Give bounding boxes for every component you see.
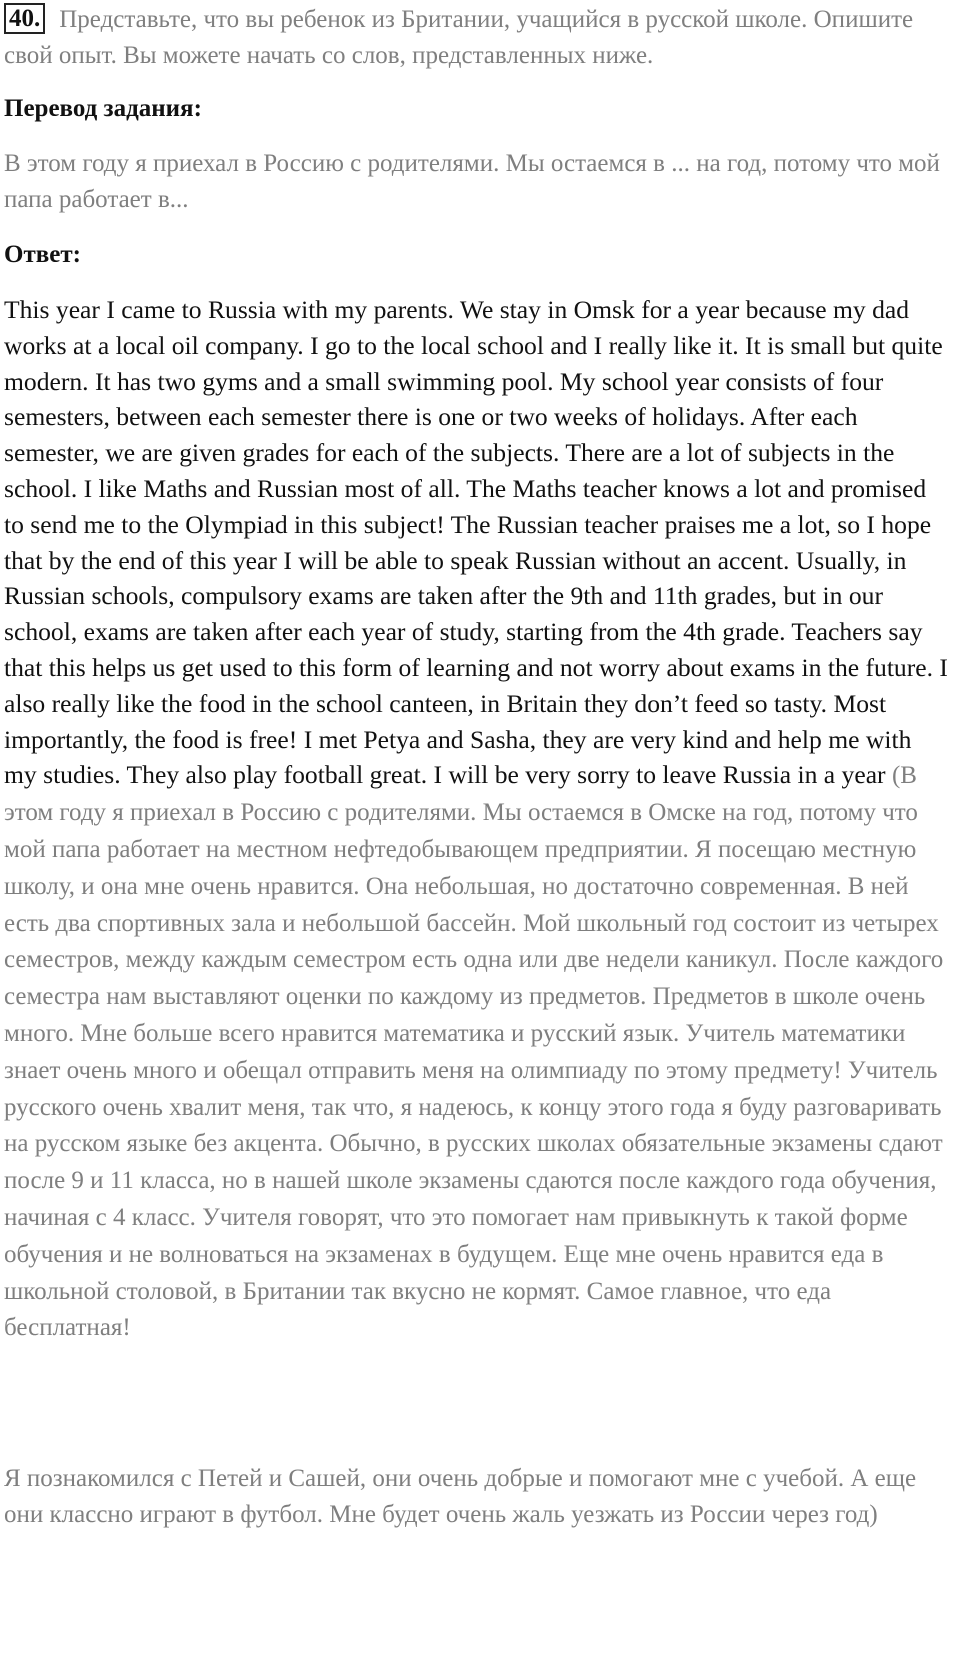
answer-final-paragraph: Я познакомился с Петей и Сашей, они очень добрые и помогают мне с учебой. А еще они классно играют в футбол. Мне будет очень жаль уезжать из России через год) (4, 1465, 917, 1528)
answer-russian-translation: (В этом году я приехал в Россию с родителями. Мы остаемся в Омске на год, потому что мой папа работает на местном нефтедобывающем предприятии. Я посещаю местную школу, и она мне очень нравится. Она небольшая, но достаточно современная. В ней есть два спортивных зала и небольшой бассейн. Мой школьный год состоит из четырех семестров, между каждым семестром есть одна или две недели каникул. После каждого семестра нам выставляют оценки по каждому из предметов. Предметов в школе очень много. Мне больше всего нравится математика и русский язык. Учитель математики знает очень много и обещал отправить меня на олимпиаду по этому предмету! Учитель русского очень хвалит меня, так что, я надеюсь, к концу этого года я буду разговаривать на русском языке без акцента. Обычно, в русских школах обязательные экзамены сдают после 9 и 11 класса, но в нашей школе экзамены сдаются после каждого года обучения, начиная с 4 класс. Учителя говорят, что это помогает нам привыкнуть к такой форме обучения и не волноваться на экзаменах в будущем. Еще мне очень нравится еда в школьной столовой, в Британии так вкусно не кормят. Самое главное, что еда бесплатная! (4, 762, 944, 1342)
task-text: Представьте, что вы ребенок из Британии, учащийся в русской школе. Опишите свой опыт. Вы можете начать со слов, представленных ниже. (4, 6, 914, 69)
translation-text: В этом году я приехал в Россию с родителями. Мы остаемся в ... на год, потому что мой папа работает в... (4, 150, 940, 213)
answer-heading: Ответ: (4, 241, 81, 268)
task-number-box: 40. (4, 3, 45, 34)
task-statement (4, 2, 954, 74)
answer-english-text: This year I came to Russia with my parents. We stay in Omsk for a year because my dad works at a local oil company. I go to the local school and I really like it. It is small but quite modern. It has two gyms and a small swimming pool. My school year consists of four semesters, between each semester there is one or two weeks of holidays. After each semester, we are given grades for each of the subjects. There are a lot of subjects in the school. I like Maths and Russian most of all. The Maths teacher knows a lot and promised to send me to the Olympiad in this subject! The Russian teacher praises me a lot, so I hope that by the end of this year I will be able to speak Russian without an accent. Usually, in Russian schools, compulsory exams are taken after the 9th and 11th grades, but in our school, exams are taken after each year of study, starting from the 4th grade. Teachers say that this helps us get used to this form of learning and not worry about exams in the future. I also really like the food in the school canteen, in Britain they don’t feed so tasty. Most importantly, the food is free! I met Petya and Sasha, they are very kind and help me with my studies. They also play football great. I will be very sorry to leave Russia in a year (4, 295, 948, 790)
answer-text-block (4, 292, 949, 1346)
translation-heading: Перевод задания: (4, 95, 202, 122)
